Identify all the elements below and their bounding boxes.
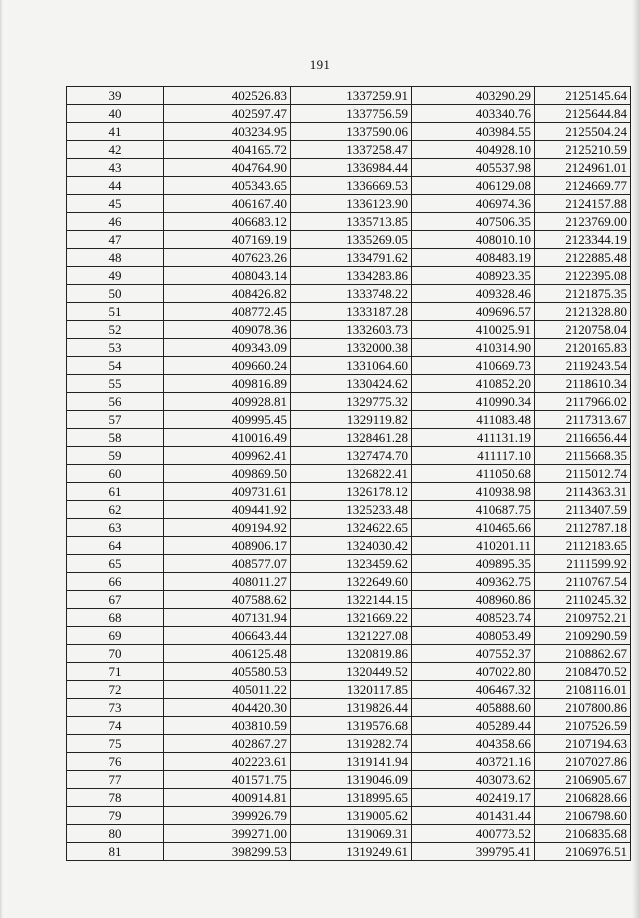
table-row: [67, 429, 631, 447]
y2-coordinate-cell: 2121875.35: [535, 285, 631, 303]
y2-coordinate-cell: 2107800.86: [535, 699, 631, 717]
y1-coordinate-cell: 1319046.09: [291, 771, 412, 789]
scan-edge-right: [632, 0, 640, 918]
x1-coordinate-cell: 398299.53: [164, 843, 291, 861]
x2-coordinate-cell: 403984.55: [412, 123, 535, 141]
table-row: [67, 825, 631, 843]
point-number-cell: 42: [67, 141, 164, 159]
y1-coordinate-cell: 1319249.61: [291, 843, 412, 861]
x1-coordinate-cell: 402223.61: [164, 753, 291, 771]
table-row: [67, 663, 631, 681]
x2-coordinate-cell: 403290.29: [412, 87, 535, 105]
x2-coordinate-cell: 406467.32: [412, 681, 535, 699]
point-number-cell: 40: [67, 105, 164, 123]
x2-coordinate-cell: 404928.10: [412, 141, 535, 159]
x1-coordinate-cell: 402526.83: [164, 87, 291, 105]
point-number-cell: 81: [67, 843, 164, 861]
x1-coordinate-cell: 409731.61: [164, 483, 291, 501]
x1-coordinate-cell: 400914.81: [164, 789, 291, 807]
y2-coordinate-cell: 2125145.64: [535, 87, 631, 105]
point-number-cell: 69: [67, 627, 164, 645]
point-number-cell: 53: [67, 339, 164, 357]
y2-coordinate-cell: 2124157.88: [535, 195, 631, 213]
y1-coordinate-cell: 1329775.32: [291, 393, 412, 411]
y2-coordinate-cell: 2122885.48: [535, 249, 631, 267]
table-row: [67, 483, 631, 501]
table-row: [67, 285, 631, 303]
point-number-cell: 70: [67, 645, 164, 663]
table-row: [67, 213, 631, 231]
table-row: [67, 501, 631, 519]
x2-coordinate-cell: 409696.57: [412, 303, 535, 321]
table-row: [67, 573, 631, 591]
x2-coordinate-cell: 404358.66: [412, 735, 535, 753]
scan-edge-left: [0, 0, 3, 918]
y2-coordinate-cell: 2107194.63: [535, 735, 631, 753]
x2-coordinate-cell: 403721.16: [412, 753, 535, 771]
y1-coordinate-cell: 1334791.62: [291, 249, 412, 267]
point-number-cell: 75: [67, 735, 164, 753]
x2-coordinate-cell: 409895.35: [412, 555, 535, 573]
x2-coordinate-cell: 410201.11: [412, 537, 535, 555]
table-row: [67, 375, 631, 393]
y1-coordinate-cell: 1329119.82: [291, 411, 412, 429]
x2-coordinate-cell: 400773.52: [412, 825, 535, 843]
x1-coordinate-cell: 404420.30: [164, 699, 291, 717]
y1-coordinate-cell: 1319576.68: [291, 717, 412, 735]
point-number-cell: 76: [67, 753, 164, 771]
y2-coordinate-cell: 2121328.80: [535, 303, 631, 321]
point-number-cell: 62: [67, 501, 164, 519]
x1-coordinate-cell: 408043.14: [164, 267, 291, 285]
y2-coordinate-cell: 2109752.21: [535, 609, 631, 627]
table-row: [67, 753, 631, 771]
y2-coordinate-cell: 2114363.31: [535, 483, 631, 501]
point-number-cell: 63: [67, 519, 164, 537]
point-number-cell: 64: [67, 537, 164, 555]
y1-coordinate-cell: 1321227.08: [291, 627, 412, 645]
y1-coordinate-cell: 1322649.60: [291, 573, 412, 591]
point-number-cell: 39: [67, 87, 164, 105]
x2-coordinate-cell: 410669.73: [412, 357, 535, 375]
y1-coordinate-cell: 1320819.86: [291, 645, 412, 663]
y2-coordinate-cell: 2106828.66: [535, 789, 631, 807]
y2-coordinate-cell: 2111599.92: [535, 555, 631, 573]
x1-coordinate-cell: 408011.27: [164, 573, 291, 591]
y1-coordinate-cell: 1332603.73: [291, 321, 412, 339]
x1-coordinate-cell: 405011.22: [164, 681, 291, 699]
point-number-cell: 60: [67, 465, 164, 483]
x1-coordinate-cell: 404764.90: [164, 159, 291, 177]
y1-coordinate-cell: 1336669.53: [291, 177, 412, 195]
point-number-cell: 59: [67, 447, 164, 465]
y2-coordinate-cell: 2107526.59: [535, 717, 631, 735]
table-row: [67, 555, 631, 573]
x2-coordinate-cell: 411131.19: [412, 429, 535, 447]
table-row: [67, 105, 631, 123]
point-number-cell: 46: [67, 213, 164, 231]
y2-coordinate-cell: 2120758.04: [535, 321, 631, 339]
y2-coordinate-cell: 2116656.44: [535, 429, 631, 447]
table-row: [67, 123, 631, 141]
point-number-cell: 68: [67, 609, 164, 627]
y1-coordinate-cell: 1324622.65: [291, 519, 412, 537]
x1-coordinate-cell: 409962.41: [164, 447, 291, 465]
y1-coordinate-cell: 1336123.90: [291, 195, 412, 213]
point-number-cell: 58: [67, 429, 164, 447]
point-number-cell: 71: [67, 663, 164, 681]
x1-coordinate-cell: 405580.53: [164, 663, 291, 681]
y1-coordinate-cell: 1319826.44: [291, 699, 412, 717]
table-row: [67, 681, 631, 699]
y1-coordinate-cell: 1337258.47: [291, 141, 412, 159]
x1-coordinate-cell: 406125.48: [164, 645, 291, 663]
y2-coordinate-cell: 2117966.02: [535, 393, 631, 411]
y2-coordinate-cell: 2112787.18: [535, 519, 631, 537]
x2-coordinate-cell: 405537.98: [412, 159, 535, 177]
y2-coordinate-cell: 2118610.34: [535, 375, 631, 393]
table-row: [67, 807, 631, 825]
x1-coordinate-cell: 407588.62: [164, 591, 291, 609]
y2-coordinate-cell: 2115012.74: [535, 465, 631, 483]
table-row: [67, 699, 631, 717]
x2-coordinate-cell: 410938.98: [412, 483, 535, 501]
x1-coordinate-cell: 409343.09: [164, 339, 291, 357]
table-row: [67, 843, 631, 861]
x1-coordinate-cell: 399926.79: [164, 807, 291, 825]
x1-coordinate-cell: 409869.50: [164, 465, 291, 483]
table-row: [67, 717, 631, 735]
table-row: [67, 177, 631, 195]
x2-coordinate-cell: 411050.68: [412, 465, 535, 483]
x2-coordinate-cell: 410025.91: [412, 321, 535, 339]
x1-coordinate-cell: 402867.27: [164, 735, 291, 753]
x1-coordinate-cell: 408906.17: [164, 537, 291, 555]
y1-coordinate-cell: 1319141.94: [291, 753, 412, 771]
y1-coordinate-cell: 1330424.62: [291, 375, 412, 393]
x1-coordinate-cell: 409816.89: [164, 375, 291, 393]
x1-coordinate-cell: 410016.49: [164, 429, 291, 447]
point-number-cell: 41: [67, 123, 164, 141]
x2-coordinate-cell: 411083.48: [412, 411, 535, 429]
point-number-cell: 72: [67, 681, 164, 699]
y1-coordinate-cell: 1321669.22: [291, 609, 412, 627]
coordinates-table: [66, 86, 631, 861]
y1-coordinate-cell: 1326822.41: [291, 465, 412, 483]
y2-coordinate-cell: 2112183.65: [535, 537, 631, 555]
x1-coordinate-cell: 403234.95: [164, 123, 291, 141]
y1-coordinate-cell: 1337590.06: [291, 123, 412, 141]
x1-coordinate-cell: 407131.94: [164, 609, 291, 627]
x2-coordinate-cell: 408960.86: [412, 591, 535, 609]
table-row: [67, 537, 631, 555]
y2-coordinate-cell: 2120165.83: [535, 339, 631, 357]
point-number-cell: 74: [67, 717, 164, 735]
table-row: [67, 87, 631, 105]
y1-coordinate-cell: 1327474.70: [291, 447, 412, 465]
y2-coordinate-cell: 2106798.60: [535, 807, 631, 825]
point-number-cell: 73: [67, 699, 164, 717]
x1-coordinate-cell: 407169.19: [164, 231, 291, 249]
x2-coordinate-cell: 408053.49: [412, 627, 535, 645]
y1-coordinate-cell: 1320117.85: [291, 681, 412, 699]
table-row: [67, 159, 631, 177]
y1-coordinate-cell: 1333187.28: [291, 303, 412, 321]
point-number-cell: 54: [67, 357, 164, 375]
point-number-cell: 80: [67, 825, 164, 843]
x2-coordinate-cell: 407552.37: [412, 645, 535, 663]
y1-coordinate-cell: 1335269.05: [291, 231, 412, 249]
table-row: [67, 303, 631, 321]
y2-coordinate-cell: 2125644.84: [535, 105, 631, 123]
y2-coordinate-cell: 2124961.01: [535, 159, 631, 177]
y1-coordinate-cell: 1318995.65: [291, 789, 412, 807]
x2-coordinate-cell: 410465.66: [412, 519, 535, 537]
x2-coordinate-cell: 408523.74: [412, 609, 535, 627]
table-row: [67, 609, 631, 627]
x2-coordinate-cell: 406974.36: [412, 195, 535, 213]
y2-coordinate-cell: 2110245.32: [535, 591, 631, 609]
page-number: 191: [309, 57, 331, 72]
y2-coordinate-cell: 2115668.35: [535, 447, 631, 465]
y1-coordinate-cell: 1326178.12: [291, 483, 412, 501]
x1-coordinate-cell: 403810.59: [164, 717, 291, 735]
y1-coordinate-cell: 1337756.59: [291, 105, 412, 123]
x2-coordinate-cell: 406129.08: [412, 177, 535, 195]
point-number-cell: 51: [67, 303, 164, 321]
x2-coordinate-cell: 399795.41: [412, 843, 535, 861]
x2-coordinate-cell: 401431.44: [412, 807, 535, 825]
y2-coordinate-cell: 2106905.67: [535, 771, 631, 789]
table-row: [67, 231, 631, 249]
y2-coordinate-cell: 2108116.01: [535, 681, 631, 699]
x2-coordinate-cell: 408010.10: [412, 231, 535, 249]
x2-coordinate-cell: 410852.20: [412, 375, 535, 393]
x2-coordinate-cell: 405888.60: [412, 699, 535, 717]
y1-coordinate-cell: 1337259.91: [291, 87, 412, 105]
x1-coordinate-cell: 409194.92: [164, 519, 291, 537]
y2-coordinate-cell: 2109290.59: [535, 627, 631, 645]
y2-coordinate-cell: 2107027.86: [535, 753, 631, 771]
y2-coordinate-cell: 2125210.59: [535, 141, 631, 159]
x1-coordinate-cell: 406683.12: [164, 213, 291, 231]
table-row: [67, 771, 631, 789]
x2-coordinate-cell: 405289.44: [412, 717, 535, 735]
x1-coordinate-cell: 409660.24: [164, 357, 291, 375]
table-row: [67, 357, 631, 375]
table-row: [67, 447, 631, 465]
table-row: [67, 627, 631, 645]
x2-coordinate-cell: 403340.76: [412, 105, 535, 123]
point-number-cell: 45: [67, 195, 164, 213]
x2-coordinate-cell: 403073.62: [412, 771, 535, 789]
point-number-cell: 66: [67, 573, 164, 591]
table-row: [67, 591, 631, 609]
point-number-cell: 50: [67, 285, 164, 303]
y1-coordinate-cell: 1319005.62: [291, 807, 412, 825]
table-row: [67, 519, 631, 537]
y1-coordinate-cell: 1319069.31: [291, 825, 412, 843]
x1-coordinate-cell: 402597.47: [164, 105, 291, 123]
x1-coordinate-cell: 406167.40: [164, 195, 291, 213]
y2-coordinate-cell: 2122395.08: [535, 267, 631, 285]
table-row: [67, 321, 631, 339]
x1-coordinate-cell: 401571.75: [164, 771, 291, 789]
point-number-cell: 61: [67, 483, 164, 501]
point-number-cell: 48: [67, 249, 164, 267]
point-number-cell: 52: [67, 321, 164, 339]
point-number-cell: 67: [67, 591, 164, 609]
x1-coordinate-cell: 409078.36: [164, 321, 291, 339]
y1-coordinate-cell: 1320449.52: [291, 663, 412, 681]
y1-coordinate-cell: 1319282.74: [291, 735, 412, 753]
table-row: [67, 249, 631, 267]
x2-coordinate-cell: 409362.75: [412, 573, 535, 591]
x1-coordinate-cell: 409928.81: [164, 393, 291, 411]
point-number-cell: 78: [67, 789, 164, 807]
x1-coordinate-cell: 406643.44: [164, 627, 291, 645]
x1-coordinate-cell: 409995.45: [164, 411, 291, 429]
x2-coordinate-cell: 409328.46: [412, 285, 535, 303]
x1-coordinate-cell: 408772.45: [164, 303, 291, 321]
y1-coordinate-cell: 1334283.86: [291, 267, 412, 285]
x2-coordinate-cell: 411117.10: [412, 447, 535, 465]
point-number-cell: 47: [67, 231, 164, 249]
x1-coordinate-cell: 408577.07: [164, 555, 291, 573]
y1-coordinate-cell: 1324030.42: [291, 537, 412, 555]
table-row: [67, 789, 631, 807]
table-row: [67, 195, 631, 213]
coordinates-table-body: [67, 87, 631, 861]
table-row: [67, 267, 631, 285]
y1-coordinate-cell: 1336984.44: [291, 159, 412, 177]
x1-coordinate-cell: 408426.82: [164, 285, 291, 303]
x2-coordinate-cell: 410314.90: [412, 339, 535, 357]
y2-coordinate-cell: 2113407.59: [535, 501, 631, 519]
table-row: [67, 393, 631, 411]
x1-coordinate-cell: 399271.00: [164, 825, 291, 843]
point-number-cell: 55: [67, 375, 164, 393]
y1-coordinate-cell: 1323459.62: [291, 555, 412, 573]
point-number-cell: 57: [67, 411, 164, 429]
point-number-cell: 77: [67, 771, 164, 789]
table-row: [67, 141, 631, 159]
point-number-cell: 79: [67, 807, 164, 825]
point-number-cell: 44: [67, 177, 164, 195]
x2-coordinate-cell: 410990.34: [412, 393, 535, 411]
y1-coordinate-cell: 1328461.28: [291, 429, 412, 447]
point-number-cell: 49: [67, 267, 164, 285]
y2-coordinate-cell: 2108862.67: [535, 645, 631, 663]
x2-coordinate-cell: 407022.80: [412, 663, 535, 681]
x1-coordinate-cell: 407623.26: [164, 249, 291, 267]
x1-coordinate-cell: 404165.72: [164, 141, 291, 159]
table-row: [67, 465, 631, 483]
y2-coordinate-cell: 2124669.77: [535, 177, 631, 195]
table-row: [67, 339, 631, 357]
x2-coordinate-cell: 408483.19: [412, 249, 535, 267]
x1-coordinate-cell: 409441.92: [164, 501, 291, 519]
table-row: [67, 645, 631, 663]
table-row: [67, 411, 631, 429]
x2-coordinate-cell: 402419.17: [412, 789, 535, 807]
table-row: [67, 735, 631, 753]
y1-coordinate-cell: 1331064.60: [291, 357, 412, 375]
y2-coordinate-cell: 2106835.68: [535, 825, 631, 843]
y2-coordinate-cell: 2119243.54: [535, 357, 631, 375]
x1-coordinate-cell: 405343.65: [164, 177, 291, 195]
point-number-cell: 65: [67, 555, 164, 573]
y2-coordinate-cell: 2123344.19: [535, 231, 631, 249]
y2-coordinate-cell: 2110767.54: [535, 573, 631, 591]
y2-coordinate-cell: 2123769.00: [535, 213, 631, 231]
y1-coordinate-cell: 1333748.22: [291, 285, 412, 303]
y2-coordinate-cell: 2106976.51: [535, 843, 631, 861]
y1-coordinate-cell: 1325233.48: [291, 501, 412, 519]
point-number-cell: 56: [67, 393, 164, 411]
point-number-cell: 43: [67, 159, 164, 177]
y2-coordinate-cell: 2108470.52: [535, 663, 631, 681]
x2-coordinate-cell: 407506.35: [412, 213, 535, 231]
y2-coordinate-cell: 2125504.24: [535, 123, 631, 141]
y1-coordinate-cell: 1332000.38: [291, 339, 412, 357]
y2-coordinate-cell: 2117313.67: [535, 411, 631, 429]
x2-coordinate-cell: 410687.75: [412, 501, 535, 519]
y1-coordinate-cell: 1322144.15: [291, 591, 412, 609]
x2-coordinate-cell: 408923.35: [412, 267, 535, 285]
y1-coordinate-cell: 1335713.85: [291, 213, 412, 231]
